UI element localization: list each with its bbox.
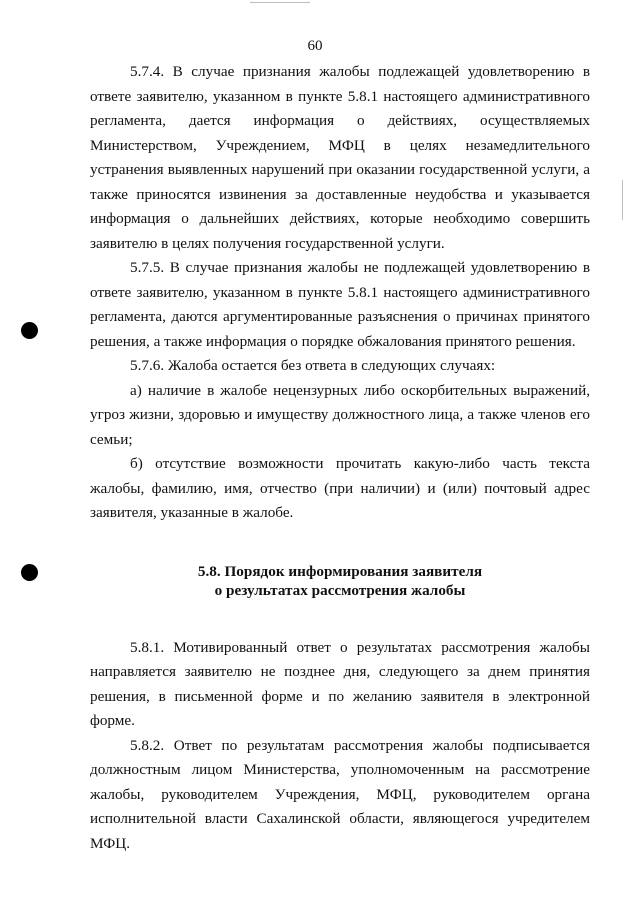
paragraph-5-7-5: 5.7.5. В случае признания жалобы не подлежащей удовлетворению в ответе заявителю, указанном в пункте 5.8.1 настоящего административного регламента, даются аргументированные разъяснения о причинах принятого решения, а также информация о порядке обжалования принятого решения. — [90, 259, 590, 350]
section-heading-line-1: 5.8. Порядок информирования заявителя — [197, 562, 483, 580]
paragraph-item-b: б) отсутствие возможности прочитать какую-либо часть текста жалобы, фамилию, имя, отчество (при наличии) и (или) почтовый адрес заявителя, указанные в жалобе. — [90, 455, 590, 521]
paragraph-5-7-6: 5.7.6. Жалоба остается без ответа в следующих случаях: — [130, 357, 496, 374]
scan-artifact — [622, 180, 623, 220]
paragraph-5-7-4: 5.7.4. В случае признания жалобы подлежащей удовлетворению в ответе заявителю, указанном в пункте 5.8.1 настоящего административного регламента, дается информация о действиях, осуществляемых Министерством, Учреждением, МФЦ в целях незамедлительного устранения выявленных нарушений при оказании государственной услуги, а также приносятся извинения за доставленные неудобства и указывается информация о дальнейших действиях, которые необходимо совершить заявителю в целях получения государственной услуги. — [90, 63, 590, 252]
punch-hole — [21, 322, 38, 339]
paragraph-5-8-2: 5.8.2. Ответ по результатам рассмотрения жалобы подписывается должностным лицом Министерства, уполномоченным на рассмотрение жалобы, руководителем Учреждения, МФЦ, руководителем органа исполнительной власти Сахалинской области, являющегося учредителем МФЦ. — [90, 736, 590, 852]
paragraph-5-8-1: 5.8.1. Мотивированный ответ о результатах рассмотрения жалобы направляется заявителю не позднее дня, следующего за днем принятия решения, в письменной форме и по желанию заявителя в электронной форме. — [90, 638, 590, 729]
scan-artifact — [250, 2, 310, 3]
page-number: 60 — [307, 38, 323, 54]
punch-hole — [21, 564, 38, 581]
document-body — [90, 60, 590, 856]
section-heading — [90, 562, 590, 600]
section-heading-line-2: о результатах рассмотрения жалобы — [214, 581, 466, 599]
paragraph-item-a: а) наличие в жалобе нецензурных либо оскорбительных выражений, угроз жизни, здоровью и имуществу должностного лица, а также членов его семьи; — [90, 381, 590, 448]
